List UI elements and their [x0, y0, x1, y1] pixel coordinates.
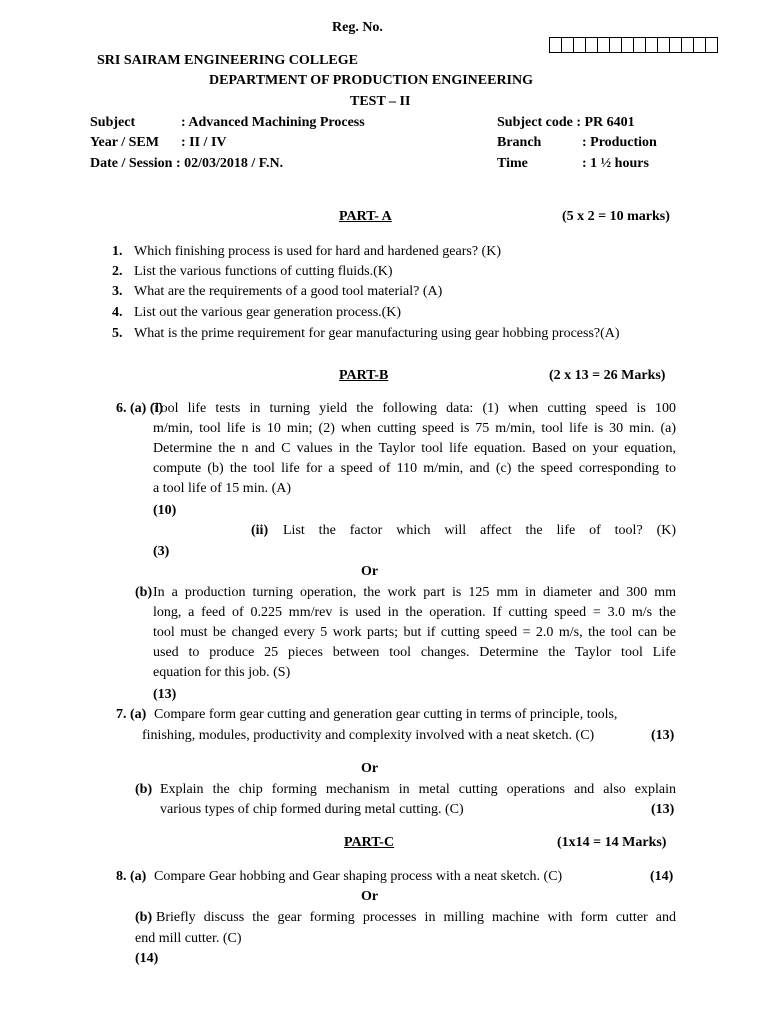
paragraph-line: used to produce 25 pieces between tool changes. Determine the Taylor tool Life	[153, 645, 676, 660]
question-2: 2. List the various functions of cutting fluids.(K)	[112, 264, 393, 279]
department-name: DEPARTMENT OF PRODUCTION ENGINEERING	[209, 73, 533, 88]
part-a-title: PART- A	[339, 209, 392, 224]
year-value: : II / IV	[181, 135, 227, 150]
question-7b-line-1: Explain the chip forming mechanism in metal cutting operations and also explain	[160, 782, 676, 797]
time-value: : 1 ½ hours	[582, 156, 649, 171]
time-label: Time	[497, 156, 528, 171]
part-a-marks: (5 x 2 = 10 marks)	[562, 209, 670, 224]
reg-no-boxes	[549, 37, 717, 53]
question-7a-label: 7. (a)	[116, 707, 147, 722]
question-5: 5. What is the prime requirement for gear manufacturing using gear hobbing process?(A)	[112, 326, 620, 341]
branch-value: : Production	[582, 135, 657, 150]
question-4: 4. List out the various gear generation process.(K)	[112, 305, 402, 320]
question-8b-marks: (14)	[135, 951, 159, 966]
question-7b-label: (b)	[135, 782, 153, 797]
college-name: SRI SAIRAM ENGINEERING COLLEGE	[97, 53, 358, 68]
question-6a-ii-text: List the factor which will affect the life of tool? (K)	[283, 523, 676, 538]
question-7a-marks: (13)	[651, 728, 675, 743]
question-8b-label: (b)	[135, 910, 153, 925]
part-b-title: PART-B	[339, 368, 389, 383]
paragraph-line: a tool life of 15 min. (A)	[153, 481, 292, 496]
question-8b-line-2: end mill cutter. (C)	[135, 931, 242, 946]
paragraph-line: compute (b) the tool life for a speed of 110 m/min, and (c) the speed corresponding to	[153, 461, 676, 476]
paragraph-line: Tool life tests in turning yield the following data: (1) when cutting speed is 100	[153, 401, 676, 416]
part-c-title: PART-C	[344, 835, 395, 850]
paragraph-line: m/min, tool life is 10 min; (2) when cutting speed is 75 m/min, tool life is 30 min. (a)	[153, 421, 676, 436]
question-6a-ii-label: (ii)	[251, 523, 269, 538]
test-title: TEST – II	[350, 94, 411, 109]
question-6b-label: (b)	[135, 585, 153, 600]
subject-label: Subject	[90, 115, 136, 130]
question-8a-marks: (14)	[650, 869, 674, 884]
question-1: 1. Which finishing process is used for hard and hardened gears? (K)	[112, 244, 501, 259]
reg-no-box	[705, 37, 718, 53]
question-3: 3. What are the requirements of a good tool material? (A)	[112, 284, 443, 299]
or-divider-2: Or	[361, 761, 379, 776]
subject-code: Subject code : PR 6401	[497, 115, 635, 130]
branch-label: Branch	[497, 135, 542, 150]
date-session: Date / Session : 02/03/2018 / F.N.	[90, 156, 284, 171]
question-6b-text	[153, 583, 676, 683]
question-7b-marks: (13)	[651, 802, 675, 817]
or-divider-1: Or	[361, 564, 379, 579]
paragraph-line: long, a feed of 0.225 mm/rev is used in the operation. If cutting speed = 3.0 m/s the	[153, 605, 676, 620]
reg-no-label: Reg. No.	[332, 20, 383, 35]
part-b-marks: (2 x 13 = 26 Marks)	[549, 368, 666, 383]
question-6a-ii-marks: (3)	[153, 544, 170, 559]
question-7a-line-1: Compare form gear cutting and generation gear cutting in terms of principle, tools,	[154, 707, 618, 722]
paragraph-line: tool must be changed every 5 work parts; but if cutting speed = 2.0 m/s, the tool can be	[153, 625, 676, 640]
question-8b-line-1: Briefly discuss the gear forming processes in milling machine with form cutter and	[156, 910, 676, 925]
paragraph-line: In a production turning operation, the work part is 125 mm in diameter and 300 mm	[153, 585, 676, 600]
question-6a-label: 6. (a) (i)	[116, 401, 164, 416]
question-6a-text	[153, 399, 676, 499]
year-label: Year / SEM	[90, 135, 159, 150]
question-6b-marks: (13)	[153, 687, 177, 702]
question-7a-line-2: finishing, modules, productivity and complexity involved with a neat sketch. (C)	[142, 728, 595, 743]
question-8a-label: 8. (a)	[116, 869, 147, 884]
question-6a-marks: (10)	[153, 503, 177, 518]
part-c-marks: (1x14 = 14 Marks)	[557, 835, 667, 850]
or-divider-3: Or	[361, 889, 379, 904]
question-8a-text: Compare Gear hobbing and Gear shaping process with a neat sketch. (C)	[154, 869, 563, 884]
subject-value: : Advanced Machining Process	[181, 115, 365, 130]
paragraph-line: Determine the n and C values in the Taylor tool life equation. Based on your equation,	[153, 441, 676, 456]
question-7b-line-2: various types of chip formed during metal cutting. (C)	[160, 802, 464, 817]
paragraph-line: equation for this job. (S)	[153, 665, 291, 680]
